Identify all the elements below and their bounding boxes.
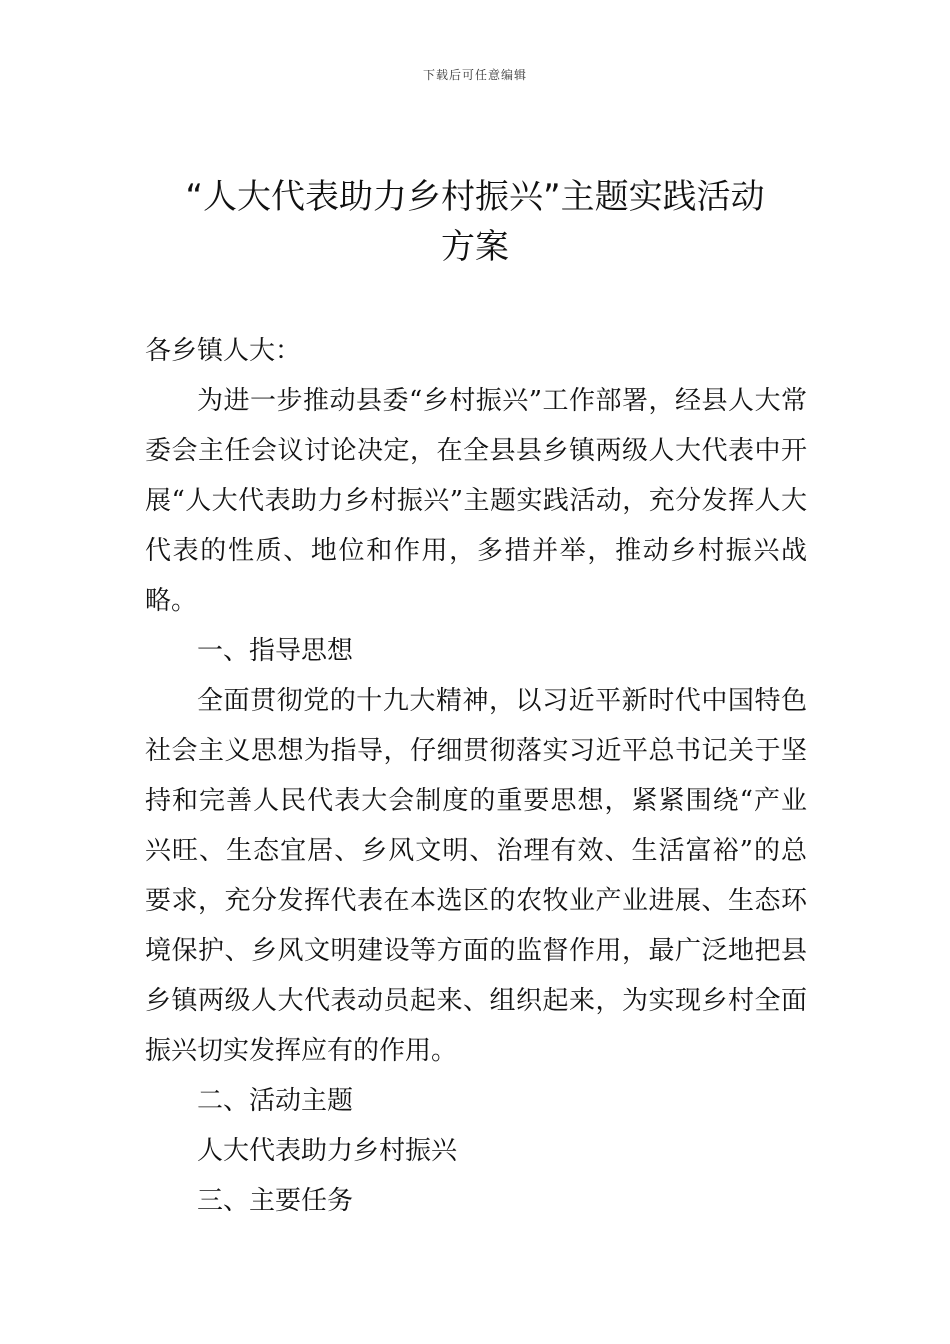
activity-theme-paragraph: 人大代表助力乡村振兴 [197, 1136, 458, 1166]
intro-paragraph: 为进一步推动县委“乡村振兴”工作部署，经县人大常委会主任会议讨论决定，在全县县乡镇两级人大代表中开展“人大代表助力乡村振兴”主题实践活动，充分发挥人大代表的性质、地位和作用，多措并举，推动乡村振兴战略。 [145, 386, 807, 616]
section-heading-guiding-ideology: 一、指导思想 [197, 636, 354, 666]
title-line-1: “人大代表助力乡村振兴”主题实践活动 [185, 177, 765, 217]
header-note: 下载后可任意编辑 [422, 68, 527, 82]
document-body [145, 326, 807, 1226]
title-line-2: 方案 [441, 227, 509, 267]
section-heading-main-tasks: 三、主要任务 [197, 1186, 354, 1216]
document-title [120, 172, 830, 272]
guiding-ideology-paragraph: 全面贯彻党的十九大精神，以习近平新时代中国特色社会主义思想为指导，仔细贯彻落实习近平总书记关于坚持和完善人民代表大会制度的重要思想，紧紧围绕“产业兴旺、生态宜居、乡风文明、治理有效、生活富裕”的总要求，充分发挥代表在本选区的农牧业产业进展、生态环境保护、乡风文明建设等方面的监督作用，最广泛地把县乡镇两级人大代表动员起来、组织起来，为实现乡村全面振兴切实发挥应有的作用。 [145, 686, 807, 1066]
section-heading-activity-theme: 二、活动主题 [197, 1086, 354, 1116]
salutation: 各乡镇人大： [145, 336, 302, 366]
